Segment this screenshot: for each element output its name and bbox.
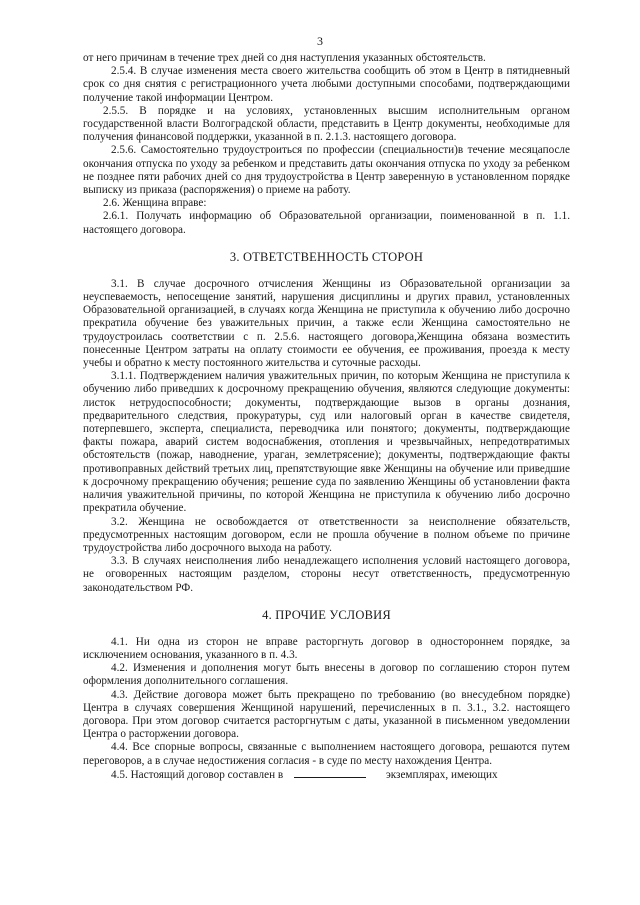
paragraph-4-1: 4.1. Ни одна из сторон не вправе расторгнуть договор в одностороннем порядке, за исключением основания, указанного в п. 4.3.: [83, 635, 570, 661]
section-4-heading: 4. ПРОЧИЕ УСЛОВИЯ: [262, 607, 391, 622]
copies-count-blank: [294, 768, 366, 778]
paragraph-4-5-end: экземплярах, имеющих: [385, 768, 498, 781]
paragraph-2-5-5: 2.5.5. В порядке и на условиях, установленных высшим исполнительным органом государственной власти Волгоградской области, представить в Центр документы, необходимые для получения финансовой поддержки, указанной в п. 2.1.3. настоящего договора.: [83, 104, 570, 144]
paragraph-2-6-1: 2.6.1. Получать информацию об Образовательной организации, поименованной в п. 1.1. настоящего договора.: [83, 210, 570, 236]
paragraph-2-5-4: 2.5.4. В случае изменения места своего жительства сообщить об этом в Центр в пятидневный срок со дня снятия с регистрационного учета любыми доступными способами, подтверждающими получение такой информации Центром.: [83, 65, 570, 104]
paragraph-4-5-start: 4.5. Настоящий договор составлен в: [111, 768, 284, 781]
paragraph-3-1-1: 3.1.1. Подтверждением наличия уважительных причин, по которым Женщина не приступила к обучению либо приведших к досрочному прекращению обучения, являются следующие документы: листок нетрудоспособности; документы, подтверждающие вызов в органы дознания, предварительного следствия, прокуратуры, суд или налоговый орган в качестве свидетеля, потерпевшего, эксперта, специалиста, переводчика или понятого; документы, подтверждающие факты пожара, аварий систем водоснабжения, отопления и чрезвычайных, непредотвратимых обстоятельств (пожар, наводнение, ураган, землетрясение); документы, подтверждающие факты противоправных действий третьих лиц, препятствующие явке Женщины на обучение или приведшие к досрочному прекращению обучения; решение суда по заявлению Женщины об установлении факта наличия уважительной причины, по которой Женщина не приступила к обучению либо досрочно прекратила обучение.: [83, 370, 570, 515]
paragraph-3-3: 3.3. В случаях неисполнения либо ненадлежащего исполнения условий настоящего договора, не оговоренных настоящим разделом, стороны несут ответственность, предусмотренную законодательством РФ.: [83, 555, 570, 594]
page-number: 3: [317, 34, 323, 48]
paragraph-2-6: 2.6. Женщина вправе:: [103, 197, 207, 210]
section-3-heading: 3. ОТВЕТСТВЕННОСТЬ СТОРОН: [229, 249, 424, 264]
paragraph-4-4: 4.4. Все спорные вопросы, связанные с выполнением настоящего договора, решаются путем переговоров, а в случае недостижения согласия - в суде по месту нахождения Центра.: [83, 741, 570, 767]
paragraph-3-2: 3.2. Женщина не освобождается от ответственности за неисполнение обязательств, предусмотренных настоящим договором, если не прошла обучение в полном объеме по причине трудоустройства либо досрочного выхода на работу.: [83, 515, 570, 554]
paragraph-4-2: 4.2. Изменения и дополнения могут быть внесены в договор по соглашению сторон путем оформления дополнительного соглашения.: [83, 662, 570, 688]
paragraph-2-5-6: 2.5.6. Самостоятельно трудоустроиться по профессии (специальности)в течение месяцапосле окончания отпуска по уходу за ребенком и представить даты окончания отпуска по уходу за ребенком не позднее пяти рабочих дней со дня трудоустройства в Центр заверенную в установленном порядке выписку из приказа (распоряжения) о приеме на работу.: [83, 144, 570, 197]
paragraph-4-3: 4.3. Действие договора может быть прекращено по требованию (во внесудебном порядке) Центра в случаях совершения Женщиной нарушений, перечисленных в п. 3.1., 3.2. настоящего договора. При этом договор считается расторгнутым с даты, указанной в письменном уведомлении Центра о расторжении договора.: [83, 688, 570, 741]
paragraph-2-5-3-tail: от него причинам в течение трех дней со дня наступления указанных обстоятельств.: [83, 52, 486, 64]
paragraph-4-5: [83, 768, 570, 782]
paragraph-3-1: 3.1. В случае досрочного отчисления Женщины из Образовательной организации за неуспеваемость, непосещение занятий, нарушения дисциплины и других правил, установленных Образовательной организацией, в случаях когда Женщина не приступила к обучению либо досрочно прекратила обучение без уважительных причин, а также если Женщина самостоятельно не трудоустроилась соответствии с п. 2.5.6. настоящего договора,Женщина обязана возместить понесенные Центром затраты на оплату стоимости ее обучения, ее проживания, проезда к месту учебы и обратно к месту постоянного жительства и суточные расходы.: [83, 277, 570, 370]
document-body: [83, 52, 570, 782]
